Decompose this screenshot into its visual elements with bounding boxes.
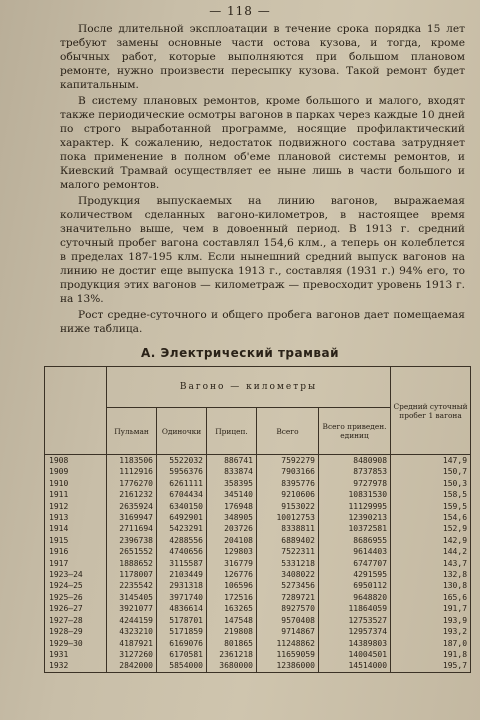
header-avg-run: Средний суточный пробег 1 вагона (391, 367, 471, 455)
table-cell: 204108 (207, 535, 257, 546)
table-row (45, 455, 471, 467)
table-cell: 2635924 (107, 501, 157, 512)
table-row (45, 660, 471, 672)
table-cell: 11864059 (319, 603, 391, 614)
table-row (45, 466, 471, 477)
table-cell: 5956376 (157, 466, 207, 477)
table-cell: 4244159 (107, 615, 157, 626)
table-cell: 143,7 (391, 558, 471, 569)
table-cell: 193,9 (391, 615, 471, 626)
table-cell: 3921077 (107, 603, 157, 614)
table-cell: 158,5 (391, 489, 471, 500)
table-cell: 3145405 (107, 592, 157, 603)
table-cell: 126776 (207, 569, 257, 580)
table-cell: 1776270 (107, 478, 157, 489)
table-cell: 191,8 (391, 649, 471, 660)
table-cell: 11248862 (257, 638, 319, 649)
table-cell: 5331218 (257, 558, 319, 569)
table-cell: 5854000 (157, 660, 207, 672)
table-row (45, 626, 471, 637)
table-cell: 7289721 (257, 592, 319, 603)
table-cell: 9648820 (319, 592, 391, 603)
table-cell: 150,7 (391, 466, 471, 477)
table-cell: 6950112 (319, 580, 391, 591)
paragraph: Продукция выпускаемых на линию вагонов, выражаемая количеством сделанных вагоно-километров, в настоящее время значительно выше, чем в довоенный период. В 1913 г. средний суточный пробег вагона составлял 154,6 клм., а теперь он колеблется в пределах 187-195 клм. Если нынешний средний выпуск вагонов на линию не достиг еще выпуска 1913 г., составляя (1931 г.) 94% его, то продукция этих вагонов — километраж — превосходит уровень 1913 г. на 13%. (60, 195, 465, 305)
table-cell: 4323210 (107, 626, 157, 637)
table-cell: 6704434 (157, 489, 207, 500)
table-row (45, 592, 471, 603)
paragraph: В систему плановых ремонтов, кроме большого и малого, входят также периодические осмотры вагонов в парках через каждые 10 дней по строго выработанной программе, носящие профилактический характер. К сожалению, недостаток подвижного состава затрудняет пока применение в полном об'еме плановой системы ремонтов, и Киевский Трамвай осуществляет ее ныне лишь в части большого и малого ремонтов. (60, 95, 465, 191)
table-cell: 6889402 (257, 535, 319, 546)
page-number: — 118 — (209, 4, 271, 18)
header-year (45, 367, 107, 455)
table-cell: 12386000 (257, 660, 319, 672)
row-year: 1923—24 (45, 569, 107, 580)
table-row (45, 638, 471, 649)
table-row (45, 603, 471, 614)
row-year: 1928—29 (45, 626, 107, 637)
table-cell: 14004501 (319, 649, 391, 660)
table-cell: 833874 (207, 466, 257, 477)
table-cell: 4187921 (107, 638, 157, 649)
table-row (45, 523, 471, 534)
row-year: 1931 (45, 649, 107, 660)
table-cell: 316779 (207, 558, 257, 569)
table-cell: 147,9 (391, 455, 471, 467)
table-row (45, 512, 471, 523)
table-cell: 193,2 (391, 626, 471, 637)
table-cell: 358395 (207, 478, 257, 489)
table-cell: 348905 (207, 512, 257, 523)
table-cell: 3680000 (207, 660, 257, 672)
table-cell: 4288556 (157, 535, 207, 546)
row-year: 1911 (45, 489, 107, 500)
table-cell: 7592279 (257, 455, 319, 467)
row-year: 1926—27 (45, 603, 107, 614)
table-cell: 8686955 (319, 535, 391, 546)
table-cell: 172516 (207, 592, 257, 603)
table-cell: 4740656 (157, 546, 207, 557)
table-cell: 9727978 (319, 478, 391, 489)
table-cell: 1112916 (107, 466, 157, 477)
table-cell: 154,6 (391, 512, 471, 523)
row-year: 1932 (45, 660, 107, 672)
table-cell: 9714867 (257, 626, 319, 637)
header-group: Вагоно — километры (107, 367, 391, 408)
table-cell: 3115587 (157, 558, 207, 569)
table-cell: 6169076 (157, 638, 207, 649)
table-cell: 3408022 (257, 569, 319, 580)
table-row (45, 478, 471, 489)
table-row (45, 501, 471, 512)
table-cell: 130,8 (391, 580, 471, 591)
table-cell: 2361218 (207, 649, 257, 660)
table-cell: 5423291 (157, 523, 207, 534)
table-cell: 8395776 (257, 478, 319, 489)
table-cell: 2161232 (107, 489, 157, 500)
table-cell: 10831530 (319, 489, 391, 500)
row-year: 1912 (45, 501, 107, 512)
table-cell: 886741 (207, 455, 257, 467)
table-cell: 4836614 (157, 603, 207, 614)
table-cell: 176948 (207, 501, 257, 512)
table-cell: 6747707 (319, 558, 391, 569)
table-cell: 2931318 (157, 580, 207, 591)
table-cell: 159,5 (391, 501, 471, 512)
table-cell: 3127260 (107, 649, 157, 660)
table-cell: 147548 (207, 615, 257, 626)
table-cell: 191,7 (391, 603, 471, 614)
header-single: Одиночки (157, 408, 207, 455)
table-cell: 163265 (207, 603, 257, 614)
table-cell: 3971740 (157, 592, 207, 603)
table-cell: 1178007 (107, 569, 157, 580)
table-cell: 2842000 (107, 660, 157, 672)
table-cell: 7903166 (257, 466, 319, 477)
table-title: А. Электрический трамвай (140, 346, 340, 360)
table-cell: 2235542 (107, 580, 157, 591)
table-cell: 152,9 (391, 523, 471, 534)
table-cell: 2103449 (157, 569, 207, 580)
table-cell: 1183506 (107, 455, 157, 467)
table-cell: 5171859 (157, 626, 207, 637)
row-year: 1929—30 (45, 638, 107, 649)
row-year: 1914 (45, 523, 107, 534)
row-year: 1925—26 (45, 592, 107, 603)
table-cell: 165,6 (391, 592, 471, 603)
table-cell: 14514000 (319, 660, 391, 672)
table-cell: 8338811 (257, 523, 319, 534)
table-row (45, 558, 471, 569)
table-cell: 2651552 (107, 546, 157, 557)
header-pullman: Пульман (107, 408, 157, 455)
table-cell: 11129995 (319, 501, 391, 512)
table-cell: 8480908 (319, 455, 391, 467)
table-cell: 203726 (207, 523, 257, 534)
row-year: 1908 (45, 455, 107, 467)
table-cell: 801865 (207, 638, 257, 649)
table-cell: 6492901 (157, 512, 207, 523)
table-body (45, 455, 471, 673)
table-cell: 6170581 (157, 649, 207, 660)
row-year: 1917 (45, 558, 107, 569)
table-cell: 144,2 (391, 546, 471, 557)
paragraph: Рост средне-суточного и общего пробега вагонов дает помещаемая ниже таблица. (60, 309, 465, 335)
table-cell: 9614403 (319, 546, 391, 557)
table-cell: 8737853 (319, 466, 391, 477)
table-cell: 195,7 (391, 660, 471, 672)
paragraph: После длительной эксплоатации в течение срока порядка 15 лет требуют замены основные части остова кузова, и тогда, кроме обычных работ, которые выполняются при большом плановом ремонте, нужно произвести пересыпку кузова. Такой ремонт будет капитальным. (60, 23, 465, 91)
row-year: 1927—28 (45, 615, 107, 626)
table-cell: 7522311 (257, 546, 319, 557)
row-year: 1910 (45, 478, 107, 489)
table-cell: 14389803 (319, 638, 391, 649)
table-cell: 129803 (207, 546, 257, 557)
table-cell: 142,9 (391, 535, 471, 546)
table-cell: 150,3 (391, 478, 471, 489)
header-total-reduced: Всего приведен. единиц (319, 408, 391, 455)
table-cell: 10372581 (319, 523, 391, 534)
table-row (45, 569, 471, 580)
row-year: 1909 (45, 466, 107, 477)
data-table (44, 366, 471, 673)
table-cell: 187,0 (391, 638, 471, 649)
table-row (45, 615, 471, 626)
table-cell: 5178701 (157, 615, 207, 626)
table-cell: 9570408 (257, 615, 319, 626)
table-cell: 2396738 (107, 535, 157, 546)
table-cell: 345140 (207, 489, 257, 500)
table-row (45, 535, 471, 546)
table-cell: 106596 (207, 580, 257, 591)
table-cell: 10012753 (257, 512, 319, 523)
table-cell: 5522032 (157, 455, 207, 467)
row-year: 1915 (45, 535, 107, 546)
table-cell: 6261111 (157, 478, 207, 489)
table-cell: 5273456 (257, 580, 319, 591)
table-cell: 12753527 (319, 615, 391, 626)
table-row (45, 546, 471, 557)
table-cell: 132,8 (391, 569, 471, 580)
table-cell: 219808 (207, 626, 257, 637)
row-year: 1924—25 (45, 580, 107, 591)
table-cell: 2711694 (107, 523, 157, 534)
table-cell: 9210606 (257, 489, 319, 500)
table-row (45, 649, 471, 660)
table-cell: 12957374 (319, 626, 391, 637)
table-cell: 3169947 (107, 512, 157, 523)
table-cell: 8927570 (257, 603, 319, 614)
header-trailer: Прицеп. (207, 408, 257, 455)
table-cell: 11659059 (257, 649, 319, 660)
table-cell: 6340150 (157, 501, 207, 512)
table-cell: 12390213 (319, 512, 391, 523)
header-total: Всего (257, 408, 319, 455)
row-year: 1916 (45, 546, 107, 557)
table-row (45, 580, 471, 591)
body-text (60, 22, 465, 336)
table-cell: 1888652 (107, 558, 157, 569)
table-cell: 4291595 (319, 569, 391, 580)
row-year: 1913 (45, 512, 107, 523)
table-row (45, 489, 471, 500)
table-cell: 9153022 (257, 501, 319, 512)
